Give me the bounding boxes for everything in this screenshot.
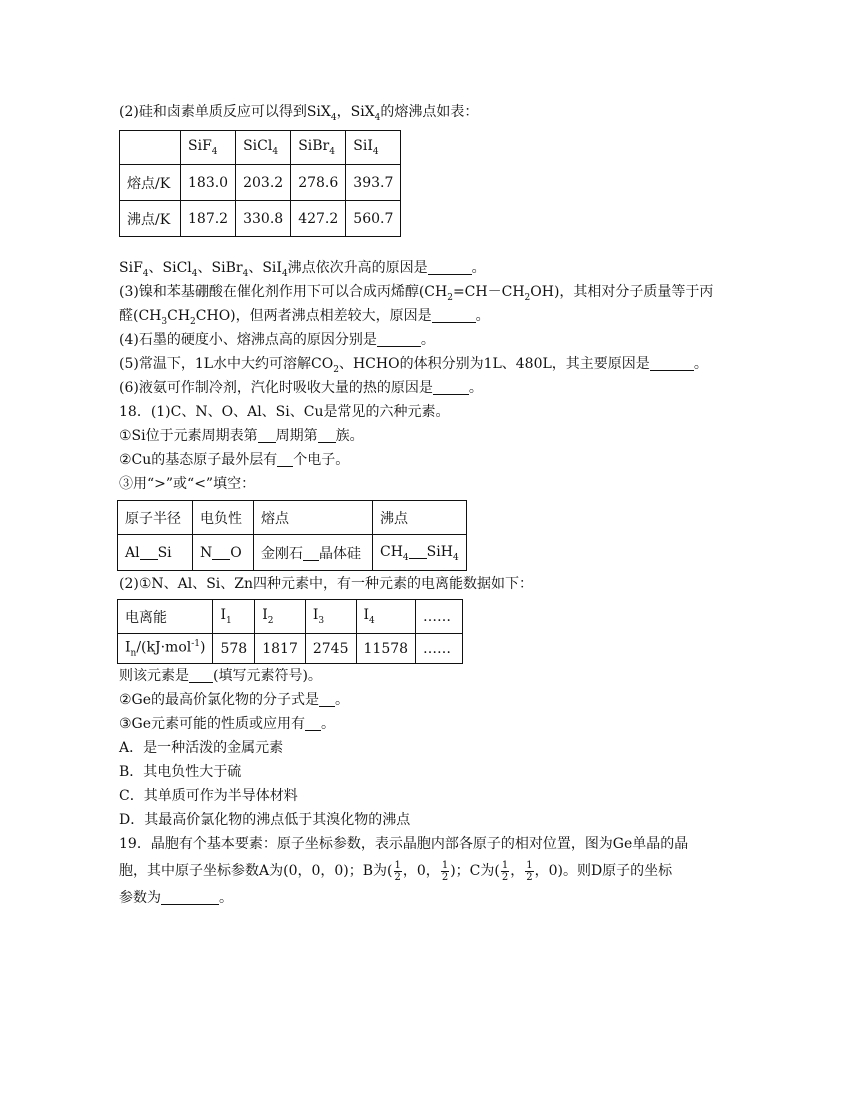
table-header: 原子半径	[118, 501, 193, 535]
table-cell: 330.8	[236, 201, 291, 237]
document-page	[119, 100, 739, 910]
answer-blank[interactable]	[212, 544, 230, 560]
q17-part2-intro: (2)硅和卤素单质反应可以得到SiX$_4$，SiX$_4$的熔沸点如表：	[119, 104, 479, 123]
table-cell: 427.2	[291, 201, 346, 237]
table-header: 熔点	[254, 501, 373, 535]
fraction-half: $\frac{1}{2}$	[501, 859, 509, 883]
table-cell: 183.0	[181, 165, 236, 201]
q17-part2-question: SiF$_4$、SiCl$_4$、SiBr$_4$、SiI$_4$沸点依次升高的原因是 。	[119, 260, 486, 279]
option-a: A．是一种活泼的金属元素	[119, 740, 284, 756]
option-b: B．其电负性大于硫	[119, 764, 242, 780]
table-cell: N O	[193, 535, 254, 571]
table-cell: 560.7	[346, 201, 401, 237]
answer-blank[interactable]	[650, 355, 694, 371]
table-header: 电离能	[118, 600, 213, 634]
table-cell: 2745	[305, 634, 356, 664]
table-cell: $CH_4$ SiH$_4$	[373, 535, 467, 571]
answer-blank[interactable]	[432, 307, 476, 323]
table-header: SiCl$_4$	[236, 131, 291, 165]
table-header: 电负性	[193, 501, 254, 535]
answer-blank[interactable]	[303, 545, 319, 561]
answer-blank[interactable]	[189, 667, 213, 683]
table-header: ……	[416, 600, 463, 634]
answer-blank[interactable]	[258, 427, 276, 443]
q17-part4: (4)石墨的硬度小、熔沸点高的原因分别是 。	[119, 332, 435, 348]
q19-line3: 参数为 。	[119, 890, 233, 906]
q18-part2-intro: (2)①N、Al、Si、Zn四种元素中，有一种元素的电离能数据如下：	[119, 576, 534, 592]
answer-blank[interactable]	[140, 544, 158, 560]
table-header: SiI$_4$	[346, 131, 401, 165]
answer-blank[interactable]	[377, 331, 421, 347]
answer-blank[interactable]	[277, 451, 293, 467]
table-cell: 金刚石 晶体硅	[254, 535, 373, 571]
q18-sub3: ③用“>”或“<”填空：	[119, 476, 256, 492]
table-cell: 393.7	[346, 165, 401, 201]
table-header: $I_4$	[356, 600, 416, 634]
table-cell: ……	[416, 634, 463, 664]
table-header: SiF$_4$	[181, 131, 236, 165]
table-header: SiBr$_4$	[291, 131, 346, 165]
q19-line1: 19．晶胞有个基本要素：原子坐标参数，表示晶胞内部各原子的相对位置，图为Ge单晶的晶	[119, 836, 689, 852]
table-cell: 11578	[356, 634, 416, 664]
table-header: $I_2$	[255, 600, 306, 634]
table-cell: 187.2	[181, 201, 236, 237]
table-corner	[120, 131, 181, 165]
fraction-half: $\frac{1}{2}$	[394, 859, 401, 883]
row-label: 熔点/K	[120, 165, 181, 201]
table-cell: 278.6	[291, 165, 346, 201]
q17-part5: (5)常温下，1L水中大约可溶解$CO_2$、HCHO的体积分别为1L、480L，其主要原因是 。	[119, 356, 708, 375]
fraction-half: $\frac{1}{2}$	[441, 859, 449, 883]
q18-sub2: ②Cu的基态原子最外层有 个电子。	[119, 452, 350, 468]
q17-part3-line2: 醛$(CH_3CH_2CHO)$，但两者沸点相差较大，原因是 。	[119, 308, 490, 327]
row-label: 沸点/K	[120, 201, 181, 237]
q18-part2-sub3: ③Ge元素可能的性质或应用有 。	[119, 716, 336, 732]
answer-blank[interactable]	[161, 889, 219, 905]
answer-blank[interactable]	[409, 543, 427, 559]
answer-blank[interactable]	[318, 427, 336, 443]
option-d: D．其最高价氯化物的沸点低于其溴化物的沸点	[119, 812, 411, 828]
table-cell: 1817	[255, 634, 306, 664]
option-c: C．其单质可作为半导体材料	[119, 788, 298, 804]
table-cell: 578	[213, 634, 255, 664]
row-label: $I_n/(kJ\cdot mol^{-1})$	[118, 634, 213, 664]
table-cell: 203.2	[236, 165, 291, 201]
ionization-energy-table	[117, 599, 463, 664]
q17-part3-line1: (3)镍和苯基硼酸在催化剂作用下可以合成丙烯醇$(CH_2=CH-CH_2OH)$，其相对分子质量等于丙	[119, 284, 714, 303]
table-header: $I_3$	[305, 600, 356, 634]
q18-part2-sub2: ②Ge的最高价氯化物的分子式是 。	[119, 692, 350, 708]
answer-blank[interactable]	[319, 691, 335, 707]
q18-intro: 18．(1)C、N、O、Al、Si、Cu是常见的六种元素。	[119, 404, 450, 420]
answer-blank[interactable]	[428, 259, 472, 275]
table-header: 沸点	[373, 501, 467, 535]
q18-sub1: ①Si位于元素周期表第 周期第 族。	[119, 428, 364, 444]
q19-line2: 胞，其中原子坐标参数A为(0，0，0)；B为( $\frac{1}{2}$ ，0， $\frac{1}{2}$ )；C为( $\frac{1}{2}$ ， $\frac{1}{2}$ ，0)。则D原子的坐标	[119, 859, 673, 883]
table-cell: Al Si	[118, 535, 193, 571]
answer-blank[interactable]	[433, 379, 469, 395]
q18-part2-question: 则该元素是 (填写元素符号)。	[119, 668, 322, 684]
table-header: $I_1$	[213, 600, 255, 634]
q17-part6: (6)液氨可作制冷剂，汽化时吸收大量的热的原因是 。	[119, 380, 483, 396]
comparison-table	[117, 500, 467, 571]
answer-blank[interactable]	[305, 715, 321, 731]
sihalide-table	[119, 130, 401, 237]
fraction-half: $\frac{1}{2}$	[526, 859, 533, 883]
